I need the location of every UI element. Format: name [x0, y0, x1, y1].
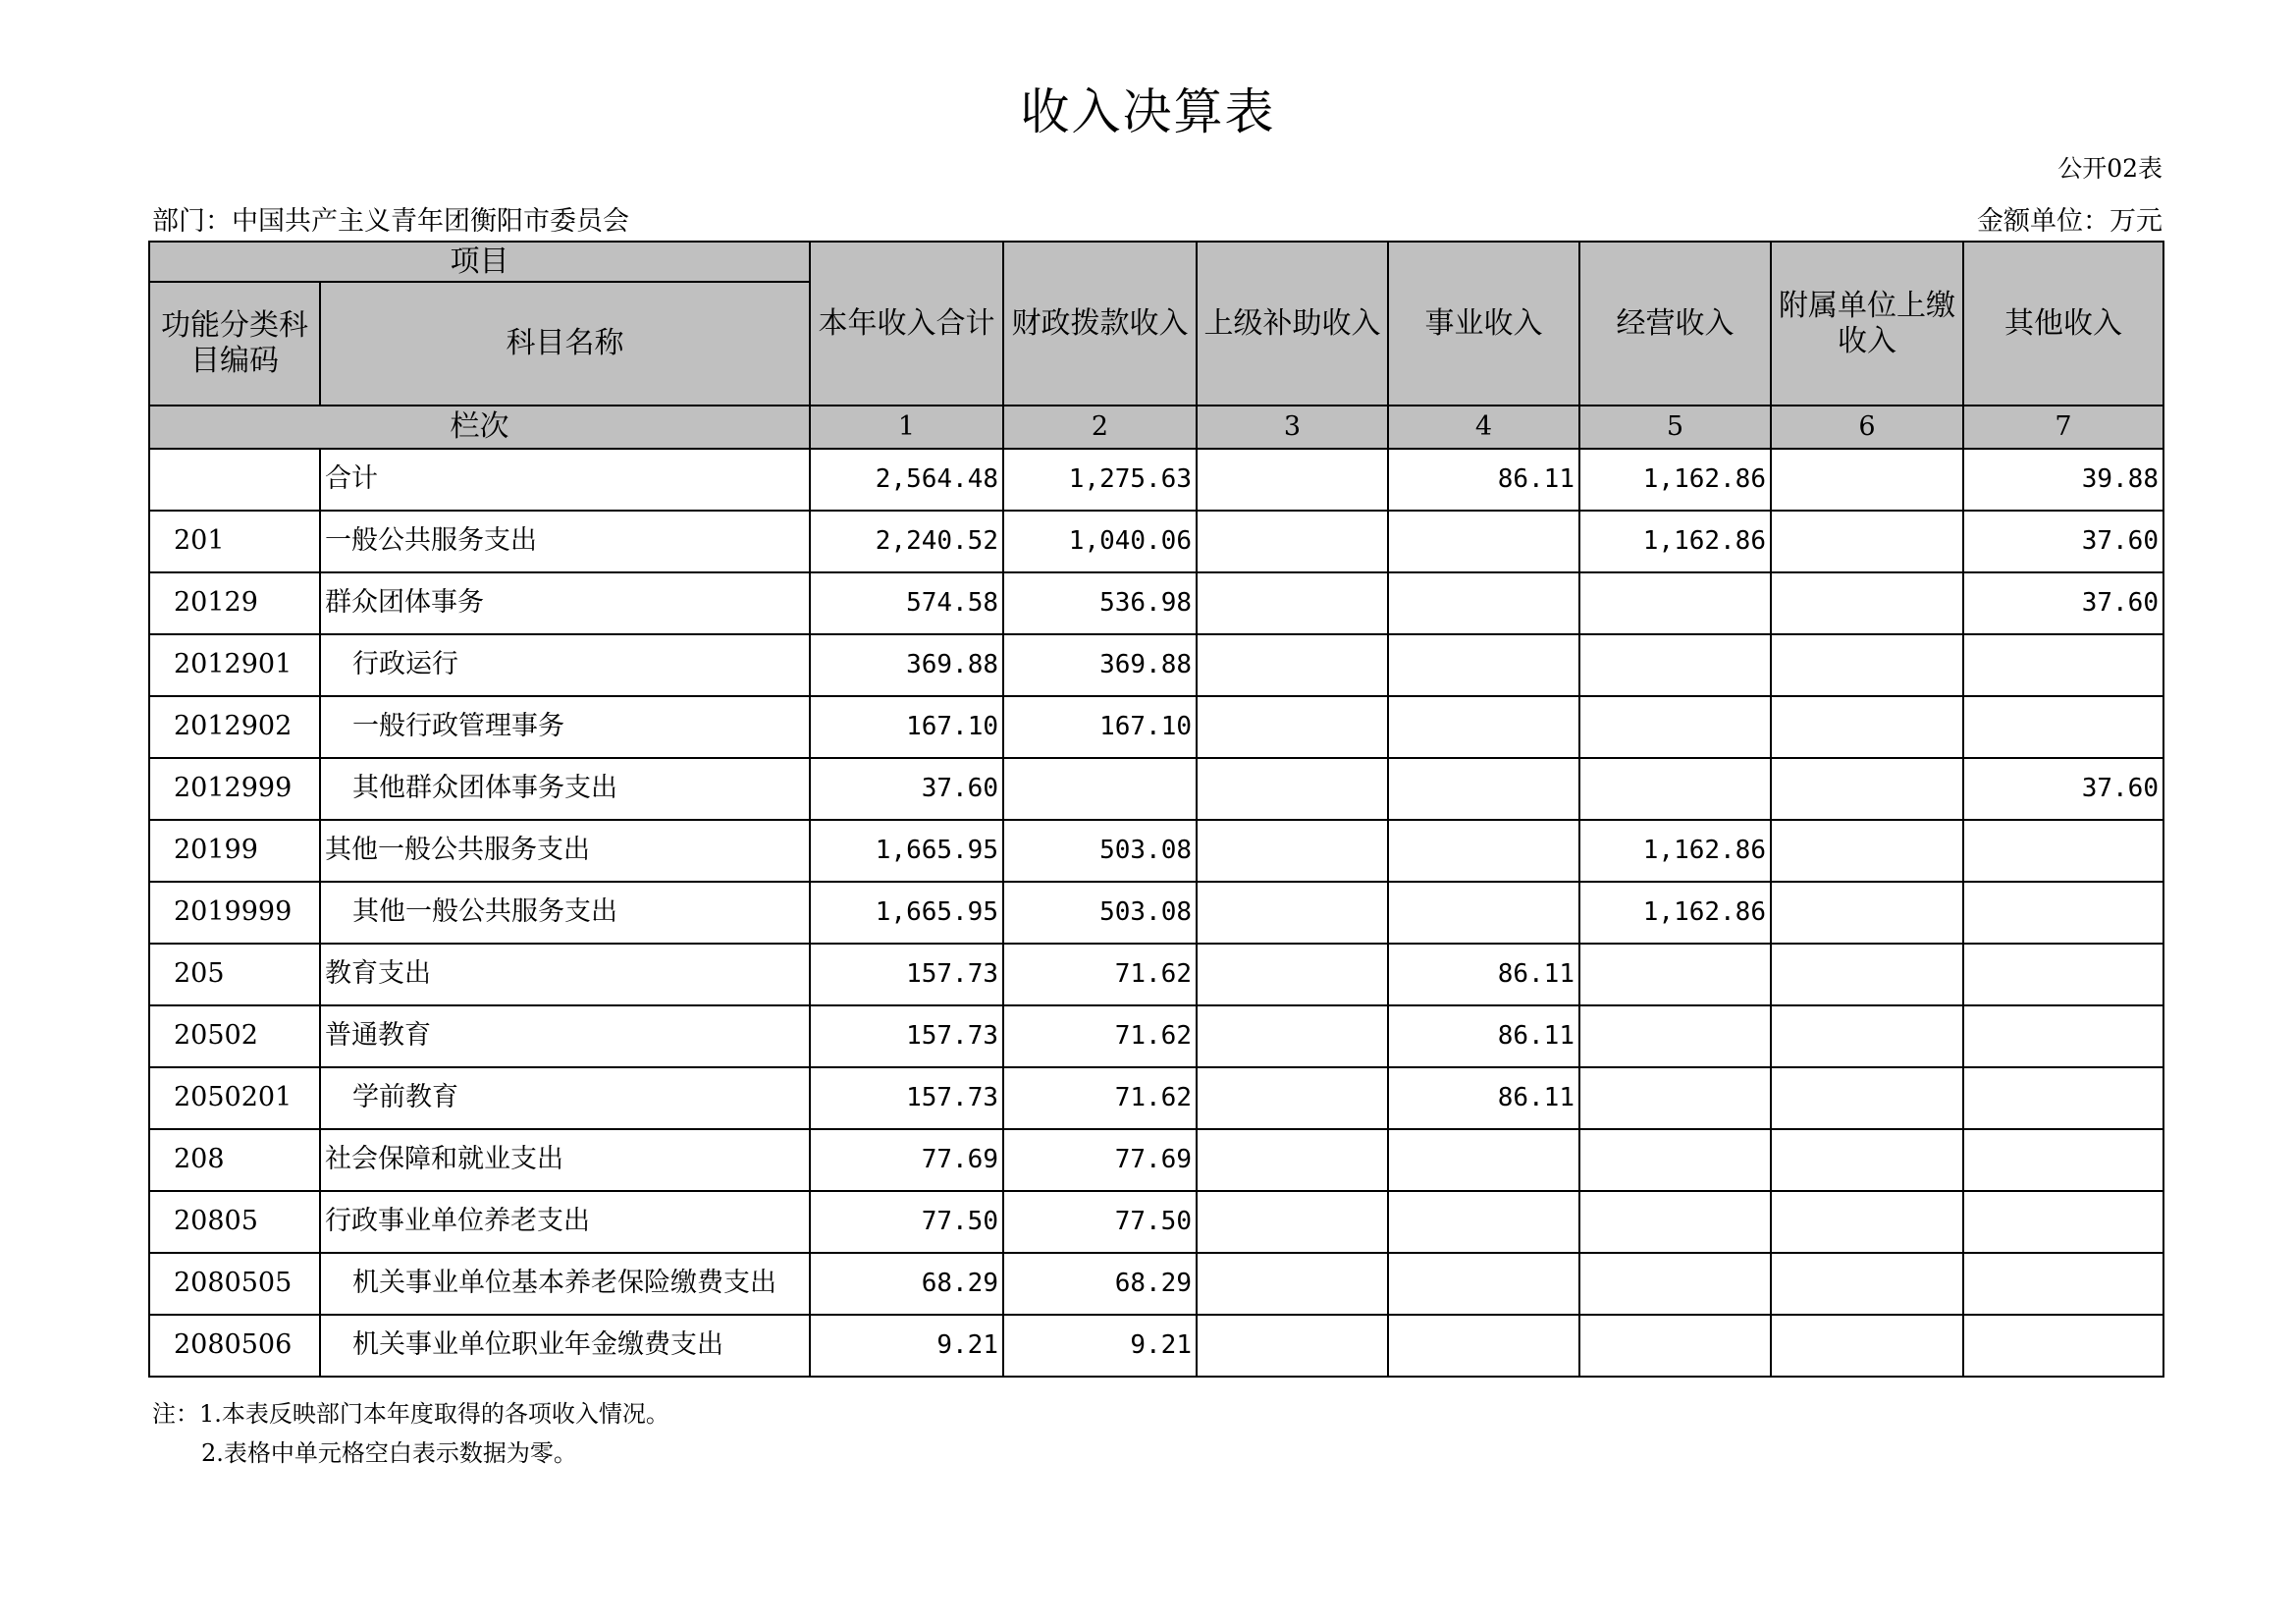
row-value-col-4	[1388, 634, 1579, 696]
header-col-6: 附属单位上缴收入	[1771, 242, 1963, 406]
row-code: 2012901	[149, 634, 320, 696]
header-item: 项目	[149, 242, 810, 282]
row-value-col-3	[1197, 820, 1388, 882]
row-value-col-7: 39.88	[1963, 449, 2163, 511]
row-name: 社会保障和就业支出	[320, 1129, 810, 1191]
row-value-col-4	[1388, 1315, 1579, 1377]
row-value-col-3	[1197, 511, 1388, 572]
table-row	[149, 1253, 2163, 1315]
row-value-col-2: 68.29	[1003, 1253, 1197, 1315]
table-row	[149, 1067, 2163, 1129]
row-value-col-6	[1771, 758, 1963, 820]
notes	[152, 1394, 669, 1473]
note-2: 2.表格中单元格空白表示数据为零。	[201, 1439, 577, 1467]
row-code: 20199	[149, 820, 320, 882]
row-value-col-2: 503.08	[1003, 882, 1197, 944]
row-value-col-6	[1771, 1005, 1963, 1067]
row-value-col-1: 369.88	[810, 634, 1003, 696]
row-value-col-7: 37.60	[1963, 511, 2163, 572]
row-value-col-1: 1,665.95	[810, 882, 1003, 944]
row-name: 其他群众团体事务支出	[320, 758, 810, 820]
row-name: 群众团体事务	[320, 572, 810, 634]
row-value-col-3	[1197, 449, 1388, 511]
row-value-col-2: 1,275.63	[1003, 449, 1197, 511]
header-col-1: 本年收入合计	[810, 242, 1003, 406]
row-value-col-3	[1197, 1067, 1388, 1129]
row-code: 208	[149, 1129, 320, 1191]
row-value-col-4: 86.11	[1388, 1067, 1579, 1129]
row-code: 20129	[149, 572, 320, 634]
row-value-col-6	[1771, 1067, 1963, 1129]
row-code: 2080505	[149, 1253, 320, 1315]
row-value-col-1: 68.29	[810, 1253, 1003, 1315]
row-value-col-5	[1579, 1005, 1771, 1067]
row-value-col-2: 503.08	[1003, 820, 1197, 882]
row-value-col-2: 71.62	[1003, 944, 1197, 1005]
row-value-col-5: 1,162.86	[1579, 820, 1771, 882]
header-name: 科目名称	[320, 282, 810, 406]
row-value-col-2: 167.10	[1003, 696, 1197, 758]
row-value-col-5	[1579, 1253, 1771, 1315]
col-number: 3	[1197, 406, 1388, 449]
col-number: 4	[1388, 406, 1579, 449]
row-value-col-3	[1197, 1315, 1388, 1377]
row-value-col-4: 86.11	[1388, 1005, 1579, 1067]
header-col-4: 事业收入	[1388, 242, 1579, 406]
row-value-col-1: 77.69	[810, 1129, 1003, 1191]
row-value-col-5: 1,162.86	[1579, 449, 1771, 511]
row-value-col-7	[1963, 1067, 2163, 1129]
table-row	[149, 572, 2163, 634]
row-value-col-2: 77.69	[1003, 1129, 1197, 1191]
row-value-col-5	[1579, 1315, 1771, 1377]
row-value-col-7	[1963, 634, 2163, 696]
row-name: 一般行政管理事务	[320, 696, 810, 758]
col-number: 7	[1963, 406, 2163, 449]
row-code: 20502	[149, 1005, 320, 1067]
row-value-col-5	[1579, 1129, 1771, 1191]
row-name: 机关事业单位基本养老保险缴费支出	[320, 1253, 810, 1315]
row-value-col-4	[1388, 1253, 1579, 1315]
note-1: 注：1.本表反映部门本年度取得的各项收入情况。	[152, 1400, 669, 1428]
row-value-col-2	[1003, 758, 1197, 820]
form-number: 公开02表	[2057, 154, 2163, 183]
row-value-col-6	[1771, 882, 1963, 944]
row-value-col-5	[1579, 1067, 1771, 1129]
row-value-col-5	[1579, 944, 1771, 1005]
row-value-col-6	[1771, 449, 1963, 511]
col-number: 2	[1003, 406, 1197, 449]
row-value-col-3	[1197, 1191, 1388, 1253]
table-row	[149, 634, 2163, 696]
row-code: 201	[149, 511, 320, 572]
row-name: 其他一般公共服务支出	[320, 820, 810, 882]
row-value-col-6	[1771, 1315, 1963, 1377]
row-value-col-3	[1197, 758, 1388, 820]
row-code: 2019999	[149, 882, 320, 944]
row-name: 一般公共服务支出	[320, 511, 810, 572]
table-row	[149, 449, 2163, 511]
row-value-col-2: 369.88	[1003, 634, 1197, 696]
row-value-col-2: 536.98	[1003, 572, 1197, 634]
row-value-col-4	[1388, 572, 1579, 634]
header-col-3: 上级补助收入	[1197, 242, 1388, 406]
row-value-col-1: 574.58	[810, 572, 1003, 634]
row-value-col-2: 71.62	[1003, 1005, 1197, 1067]
row-value-col-1: 77.50	[810, 1191, 1003, 1253]
row-value-col-3	[1197, 696, 1388, 758]
row-value-col-7	[1963, 820, 2163, 882]
row-value-col-7	[1963, 1191, 2163, 1253]
row-value-col-7	[1963, 1005, 2163, 1067]
row-name: 行政事业单位养老支出	[320, 1191, 810, 1253]
row-value-col-5	[1579, 634, 1771, 696]
row-value-col-5	[1579, 758, 1771, 820]
header-col-7: 其他收入	[1963, 242, 2163, 406]
row-name: 其他一般公共服务支出	[320, 882, 810, 944]
row-value-col-4	[1388, 758, 1579, 820]
row-code: 2012902	[149, 696, 320, 758]
table-row	[149, 1129, 2163, 1191]
row-value-col-4	[1388, 882, 1579, 944]
row-value-col-1: 9.21	[810, 1315, 1003, 1377]
row-value-col-6	[1771, 634, 1963, 696]
page-title: 收入决算表	[1020, 83, 1276, 140]
row-value-col-2: 1,040.06	[1003, 511, 1197, 572]
col-number: 6	[1771, 406, 1963, 449]
row-value-col-1: 157.73	[810, 1067, 1003, 1129]
unit-label: 金额单位：万元	[1977, 206, 2163, 237]
row-value-col-7: 37.60	[1963, 572, 2163, 634]
row-value-col-6	[1771, 572, 1963, 634]
row-value-col-7	[1963, 1253, 2163, 1315]
row-value-col-7	[1963, 1315, 2163, 1377]
col-number: 1	[810, 406, 1003, 449]
row-value-col-4	[1388, 820, 1579, 882]
row-value-col-3	[1197, 944, 1388, 1005]
table-row	[149, 882, 2163, 944]
row-value-col-4: 86.11	[1388, 449, 1579, 511]
row-value-col-1: 157.73	[810, 944, 1003, 1005]
row-value-col-6	[1771, 511, 1963, 572]
row-value-col-7	[1963, 882, 2163, 944]
table-row	[149, 758, 2163, 820]
row-value-col-5: 1,162.86	[1579, 882, 1771, 944]
row-value-col-3	[1197, 572, 1388, 634]
row-value-col-5: 1,162.86	[1579, 511, 1771, 572]
row-value-col-6	[1771, 1129, 1963, 1191]
row-value-col-4: 86.11	[1388, 944, 1579, 1005]
header-col-5: 经营收入	[1579, 242, 1771, 406]
row-value-col-4	[1388, 511, 1579, 572]
row-name: 机关事业单位职业年金缴费支出	[320, 1315, 810, 1377]
row-name: 合计	[320, 449, 810, 511]
row-value-col-2: 9.21	[1003, 1315, 1197, 1377]
table-row	[149, 944, 2163, 1005]
row-value-col-3	[1197, 1253, 1388, 1315]
row-name: 行政运行	[320, 634, 810, 696]
row-value-col-4	[1388, 1191, 1579, 1253]
row-value-col-5	[1579, 696, 1771, 758]
row-value-col-4	[1388, 1129, 1579, 1191]
row-value-col-2: 71.62	[1003, 1067, 1197, 1129]
row-value-col-7	[1963, 696, 2163, 758]
row-value-col-3	[1197, 882, 1388, 944]
row-value-col-1: 1,665.95	[810, 820, 1003, 882]
header-lanci: 栏次	[149, 406, 810, 449]
row-value-col-6	[1771, 944, 1963, 1005]
row-code	[149, 449, 320, 511]
table-row	[149, 1315, 2163, 1377]
table-row	[149, 820, 2163, 882]
row-value-col-6	[1771, 820, 1963, 882]
row-value-col-1: 167.10	[810, 696, 1003, 758]
row-value-col-6	[1771, 696, 1963, 758]
row-value-col-5	[1579, 572, 1771, 634]
col-number: 5	[1579, 406, 1771, 449]
row-name: 教育支出	[320, 944, 810, 1005]
row-value-col-4	[1388, 696, 1579, 758]
row-value-col-6	[1771, 1191, 1963, 1253]
row-code: 2050201	[149, 1067, 320, 1129]
row-value-col-6	[1771, 1253, 1963, 1315]
row-value-col-7	[1963, 1129, 2163, 1191]
table-row	[149, 1191, 2163, 1253]
row-value-col-3	[1197, 1005, 1388, 1067]
row-value-col-1: 2,564.48	[810, 449, 1003, 511]
header-col-2: 财政拨款收入	[1003, 242, 1197, 406]
table-row	[149, 696, 2163, 758]
row-value-col-3	[1197, 634, 1388, 696]
row-name: 学前教育	[320, 1067, 810, 1129]
row-value-col-2: 77.50	[1003, 1191, 1197, 1253]
row-value-col-1: 2,240.52	[810, 511, 1003, 572]
row-value-col-7: 37.60	[1963, 758, 2163, 820]
department-label: 部门：中国共产主义青年团衡阳市委员会	[152, 206, 629, 237]
row-value-col-5	[1579, 1191, 1771, 1253]
row-code: 205	[149, 944, 320, 1005]
income-table	[148, 241, 2164, 1378]
row-value-col-1: 37.60	[810, 758, 1003, 820]
table-row	[149, 511, 2163, 572]
row-code: 2012999	[149, 758, 320, 820]
table-row	[149, 1005, 2163, 1067]
row-code: 2080506	[149, 1315, 320, 1377]
row-value-col-3	[1197, 1129, 1388, 1191]
row-value-col-7	[1963, 944, 2163, 1005]
header-code: 功能分类科目编码	[149, 282, 320, 406]
row-name: 普通教育	[320, 1005, 810, 1067]
row-code: 20805	[149, 1191, 320, 1253]
row-value-col-1: 157.73	[810, 1005, 1003, 1067]
